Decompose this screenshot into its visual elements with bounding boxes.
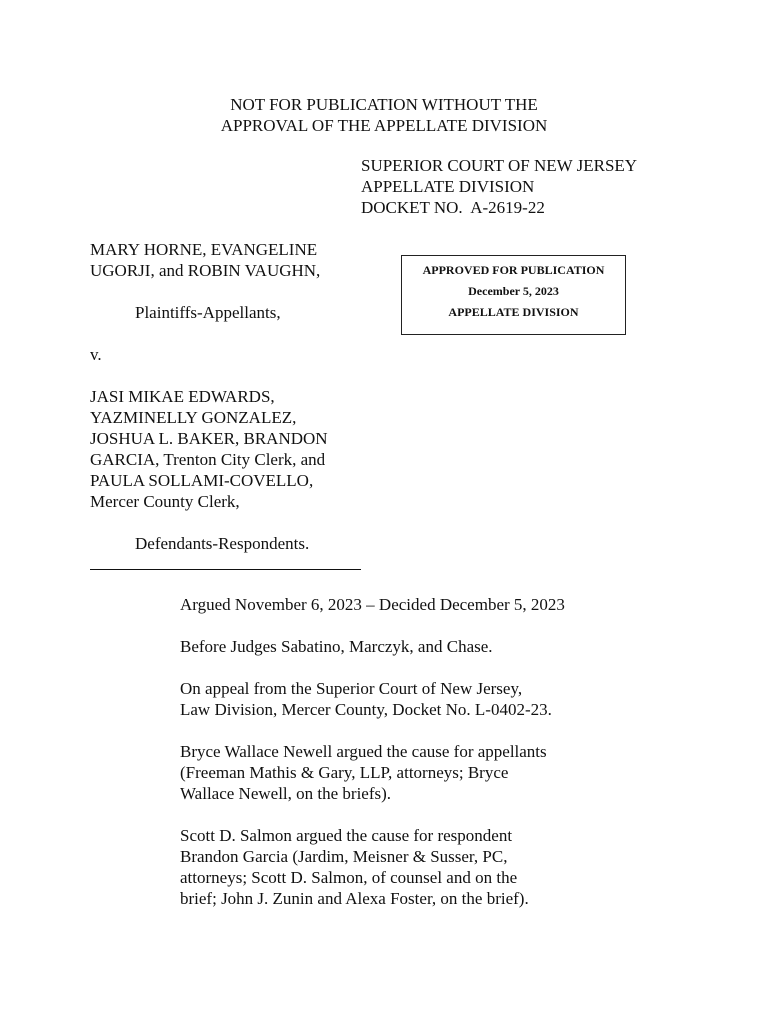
publication-notice-line-1: NOT FOR PUBLICATION WITHOUT THE bbox=[230, 95, 538, 114]
plaintiffs-role: Plaintiffs-Appellants, bbox=[135, 303, 281, 322]
appellants-counsel bbox=[180, 741, 587, 804]
respondent-counsel bbox=[180, 825, 587, 909]
publication-notice-line-2: APPROVAL OF THE APPELLATE DIVISION bbox=[220, 116, 548, 135]
appellants-counsel-line-1: Bryce Wallace Newell argued the cause for appellants bbox=[180, 742, 547, 761]
plaintiffs-line-1: MARY HORNE, EVANGELINE bbox=[90, 240, 318, 259]
defendants-line-5: PAULA SOLLAMI-COVELLO, bbox=[90, 471, 314, 490]
appeal-origin-line-1: On appeal from the Superior Court of New Jersey, bbox=[180, 679, 523, 698]
respondent-counsel-line-4: brief; John J. Zunin and Alexa Foster, on the brief). bbox=[180, 889, 529, 908]
caption-divider bbox=[90, 569, 361, 570]
approved-for-publication-stamp bbox=[401, 255, 626, 335]
defendants-line-6: Mercer County Clerk, bbox=[90, 492, 240, 511]
case-summary bbox=[180, 594, 587, 909]
judges-line: Before Judges Sabatino, Marczyk, and Chase. bbox=[180, 637, 493, 656]
court-caption bbox=[361, 155, 637, 218]
argued-decided-line: Argued November 6, 2023 – Decided December 5, 2023 bbox=[180, 595, 565, 614]
defendants-line-2: YAZMINELLY GONZALEZ, bbox=[90, 408, 297, 427]
appellants-counsel-line-3: Wallace Newell, on the briefs). bbox=[180, 784, 392, 803]
docket-number: DOCKET NO. A-2619-22 bbox=[361, 198, 545, 217]
respondent-counsel-line-1: Scott D. Salmon argued the cause for respondent bbox=[180, 826, 513, 845]
versus: v. bbox=[90, 345, 102, 364]
stamp-date: December 5, 2023 bbox=[468, 284, 559, 298]
plaintiffs-line-2: UGORJI, and ROBIN VAUGHN, bbox=[90, 261, 321, 280]
publication-notice bbox=[0, 94, 768, 136]
defendants-line-3: JOSHUA L. BAKER, BRANDON bbox=[90, 429, 328, 448]
appeal-origin bbox=[180, 678, 587, 720]
stamp-line-3: APPELLATE DIVISION bbox=[448, 305, 579, 319]
court-name: SUPERIOR COURT OF NEW JERSEY bbox=[361, 156, 638, 175]
court-division: APPELLATE DIVISION bbox=[361, 177, 535, 196]
defendants-line-4: GARCIA, Trenton City Clerk, and bbox=[90, 450, 326, 469]
party-caption bbox=[90, 239, 380, 554]
defendants-role: Defendants-Respondents. bbox=[135, 534, 310, 553]
respondent-counsel-line-3: attorneys; Scott D. Salmon, of counsel and on the bbox=[180, 868, 518, 887]
appeal-origin-line-2: Law Division, Mercer County, Docket No. L-0402-23. bbox=[180, 700, 552, 719]
defendants-line-1: JASI MIKAE EDWARDS, bbox=[90, 387, 275, 406]
appellants-counsel-line-2: (Freeman Mathis & Gary, LLP, attorneys; Bryce bbox=[180, 763, 509, 782]
stamp-line-1: APPROVED FOR PUBLICATION bbox=[422, 263, 605, 277]
respondent-counsel-line-2: Brandon Garcia (Jardim, Meisner & Susser, PC, bbox=[180, 847, 508, 866]
